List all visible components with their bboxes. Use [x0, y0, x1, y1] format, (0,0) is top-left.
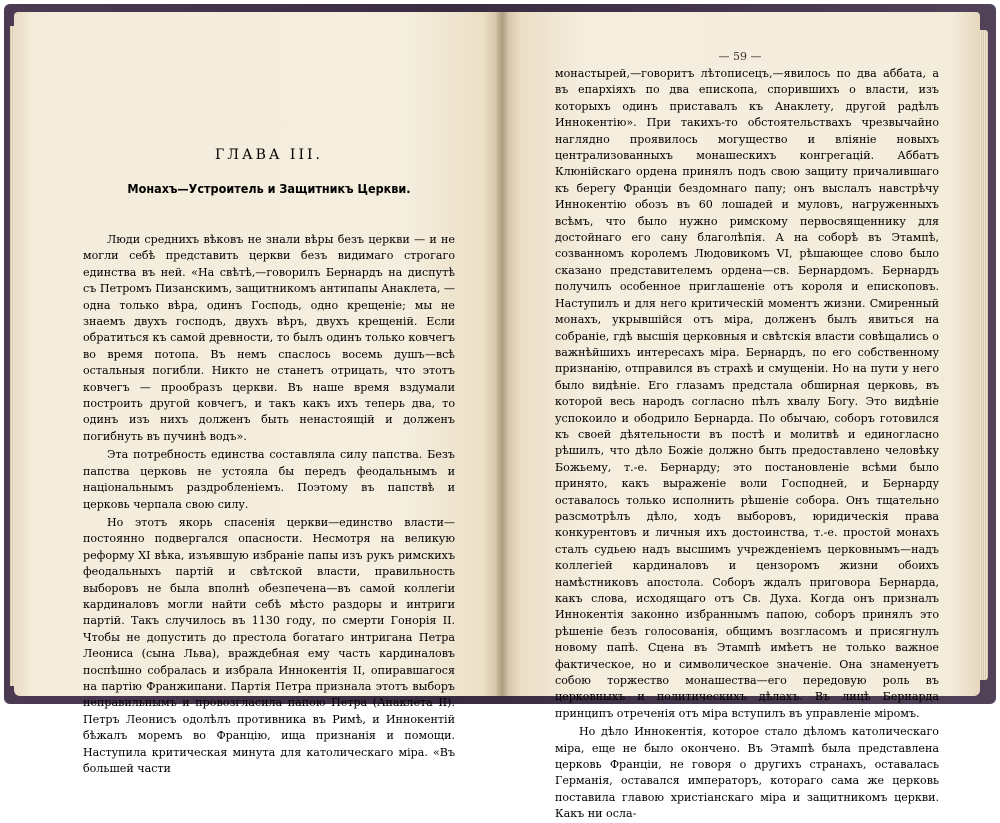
paragraph: Эта потребность единства составляла силу папства. Безъ папства церковь не устояла бы передъ феодальнымъ и національнымъ раздробленіемъ. Поэтому въ папствѣ и церковь черпала свою силу.	[83, 448, 455, 511]
chapter-title: Монахъ—Устроитель и Защитникъ Церкви.	[127, 181, 411, 196]
right-page-content	[555, 66, 939, 823]
paragraph: Люди среднихъ вѣковъ не знали вѣры безъ церкви — и не могли себѣ представить церкви безъ видимаго строгаго единства въ ней. «На свѣтѣ,—говорилъ Бернардъ на диспутѣ съ Петромъ Пизанскимъ, защитникомъ антипапы Анаклета, — одна только вѣра, одинъ Господь, одно крещеніе; мы не знаемъ двухъ господъ, двухъ вѣръ, двухъ крещеній. Если обратиться къ самой древности, то былъ одинъ только ковчегъ во время потопа. Въ немъ спаслось восемь душъ—всѣ остальныя погибли. Никто не станетъ отрицать, что этотъ ковчегъ — прообразъ церкви. Въ наше время вздумали построить другой ковчегъ, и такъ какъ ихъ теперь два, то одинъ изъ нихъ долженъ быть ненастоящій и долженъ погибнуть въ пучинѣ водъ».	[83, 233, 455, 443]
page-number: — 59 —	[718, 50, 762, 63]
book-gutter	[495, 12, 509, 696]
paragraph: Но дѣло Иннокентія, которое стало дѣломъ католическаго міра, еще не было окончено. Въ Этампѣ была представлена церковь Франціи, не говоря о другихъ странахъ, оставалась Германія, оставался императоръ, котораго сама же церковь поставила главою христіанскаго міра и защитникомъ церкви. Какъ ни осла-	[555, 725, 939, 821]
left-page-content	[83, 147, 455, 777]
paragraph: монастырей,—говоритъ лѣтописецъ,—явилось по два аббата, а въ епархіяхъ по два епископа, спорившихъ о власти, изъ которыхъ одинъ приставалъ къ Анаклету, другой радѣлъ Иннокентію». При такихъ-то обстоятельствахъ чрезвычайно наглядно проявилось могущество и вліяніе новыхъ централизованныхъ монашескихъ конгрегацій. Аббатъ Клюнійскаго ордена принялъ подъ свою защиту причалившаго къ берегу Франціи бездомнаго папу; онъ выслалъ навстрѣчу Иннокентію обозъ въ 60 лошадей и муловъ, нагруженныхъ всѣмъ, что было нужно римскому первосвященнику для достойнаго его сану благолѣпія. А на соборѣ въ Этампѣ, созванномъ королемъ Людовикомъ VI, рѣшающее слово было сказано представителемъ ордена—св. Бернардомъ. Бернардъ получилъ особенное приглашеніе отъ короля и епископовъ. Наступилъ и для него критическій моментъ жизни. Смиренный монахъ, укрывшійся отъ міра, долженъ былъ явиться на собраніе, гдѣ высшія церковныя и свѣтскія власти совѣщались о важнѣйшихъ интересахъ міра. Бернардъ, по его собственному признанію, отправился въ страхѣ и смущеніи. Но на пути у него было видѣніе. Его глазамъ предстала обширная церковь, въ которой весь народъ согласно пѣлъ хвалу Богу. Это видѣніе успокоило и ободрило Бернарда. По обычаю, соборъ готовился къ своей дѣятельности въ постѣ и молитвѣ и единогласно рѣшилъ, что дѣло Божіе должно быть предоставлено человѣку Божьему, т.-е. Бернарду; это постановленіе всѣми было принято, какъ выраженіе воли Господней, и Бернарду оставалось только исполнить рѣшеніе собора. Онъ тщательно разсмотрѣлъ дѣло, ходъ выборовъ, юридическія права конкурентовъ и личныя ихъ достоинства, т.-е. простой монахъ сталъ судьею надъ высшимъ учрежденіемъ церковнымъ—надъ коллегіей кардиналовъ и цензоромъ жизни обоихъ намѣстниковъ апостола. Соборъ ждалъ приговора Бернарда, какъ слова, исходящаго отъ Св. Духа. Когда онъ призналъ Иннокентія законно избраннымъ папою, соборъ принялъ это рѣшеніе безъ голосованія, общимъ возгласомъ и присягнулъ новому папѣ. Сцена въ Этампѣ имѣетъ не только важное фактическое, но и символическое значеніе. Она знаменуетъ собою торжество монашества—его передовую роль въ церковныхъ и политическихъ дѣлахъ. Въ лицѣ Бернарда принципъ отреченія отъ міра вступилъ въ управленіе міромъ.	[555, 67, 939, 720]
paragraph: Но этотъ якорь спасенія церкви—единство власти—постоянно подвергался опасности. Несмотря на великую реформу XI вѣка, изъявшую избраніе папы изъ рукъ римскихъ феодальныхъ партій и свѣтской власти, правильность выборовъ не была вполнѣ обезпечена—въ самой коллегіи кардиналовъ могли найти себѣ мѣсто раздоры и интриги партій. Такъ случилось въ 1130 году, по смерти Гонорія II. Чтобы не допустить до престола богатаго интригана Петра Леониса (сына Льва), враждебная ему часть кардиналовъ поспѣшно собралась и избрала Иннокентія II, опиравшагося на партію Франжипани. Партія Петра признала этотъ выборъ неправильнымъ и провозгласила папою Петра (Анаклета II). Петръ Леонисъ одолѣлъ противника въ Римѣ, и Иннокентій бѣжалъ моремъ во Францію, ища признанія и помощи. Наступила критическая минута для католическаго міра. «Въ большей части	[83, 515, 455, 775]
chapter-heading: ГЛАВА III.	[215, 147, 323, 163]
